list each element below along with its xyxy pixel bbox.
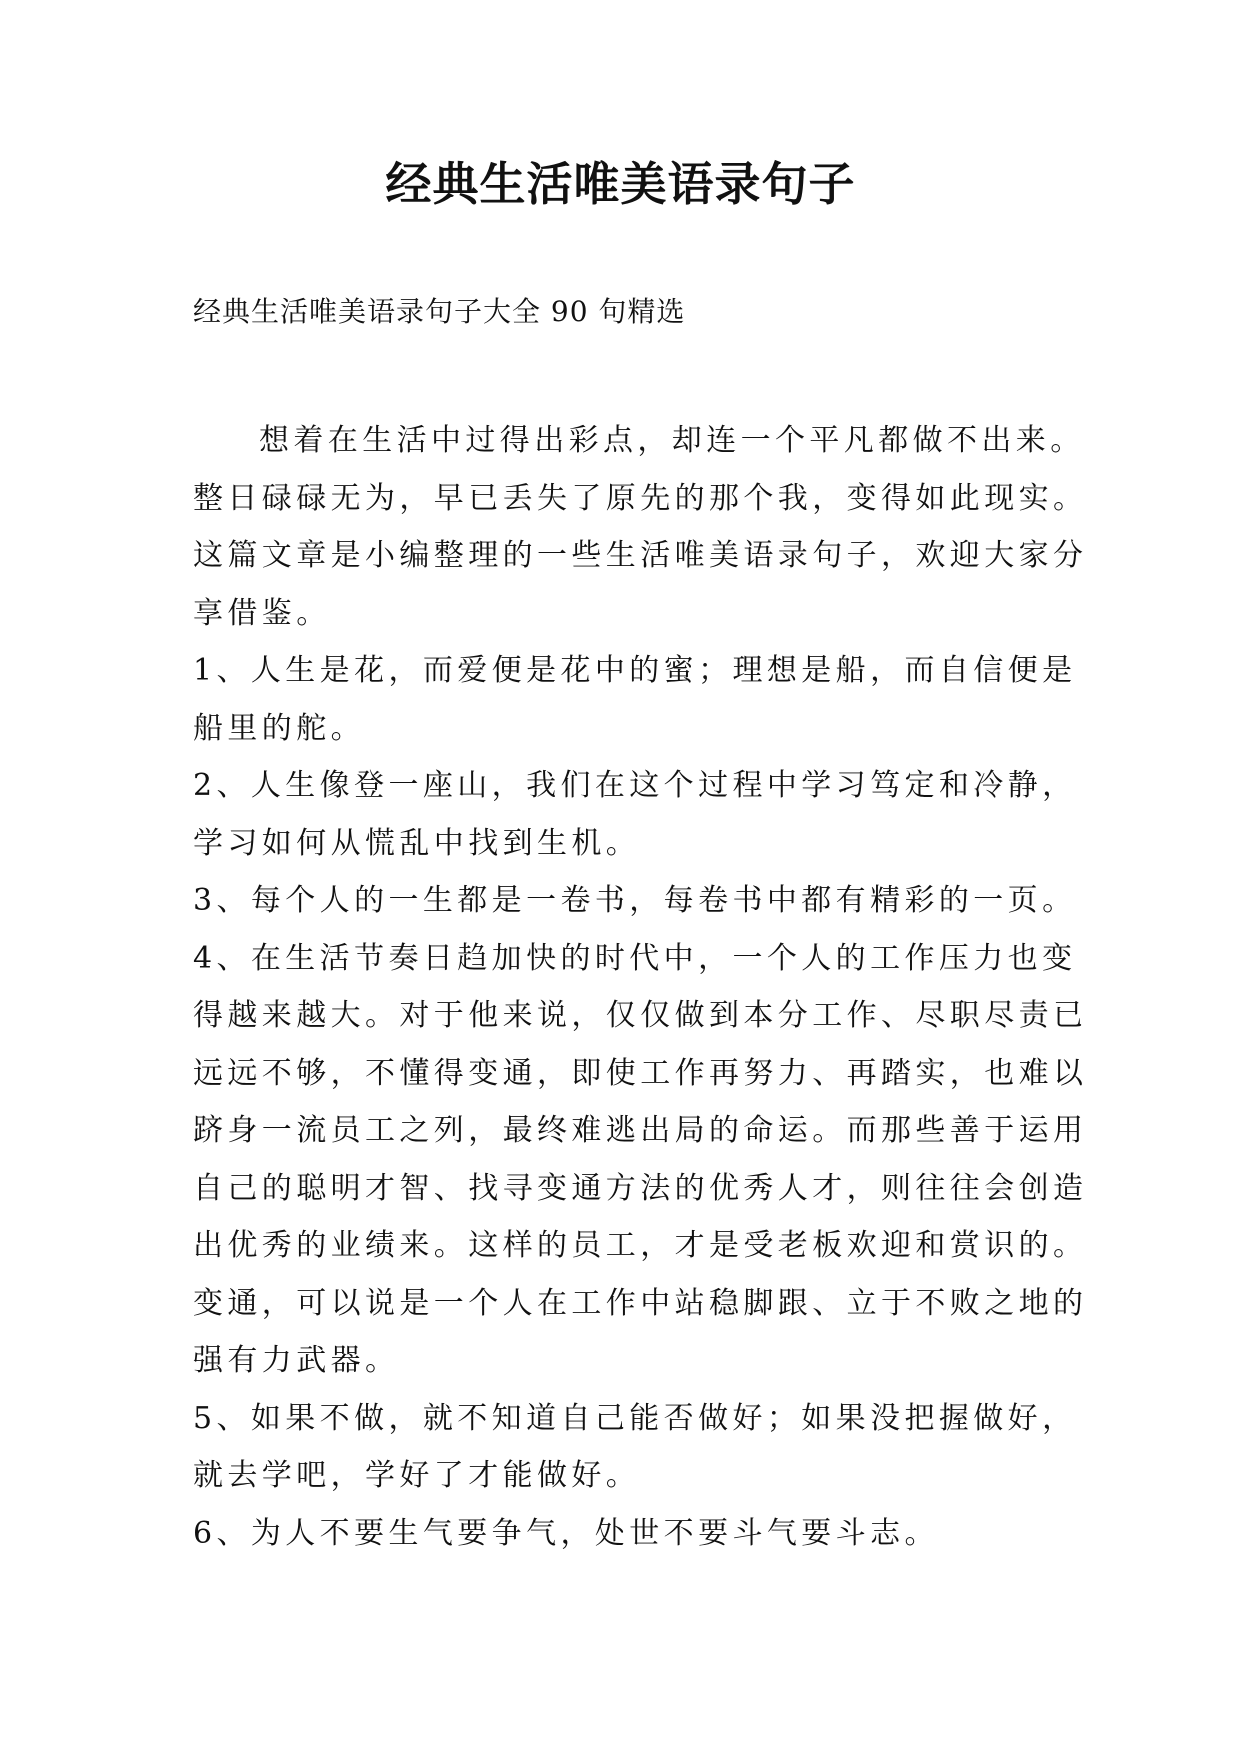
text-line: 5、如果不做，就不知道自己能否做好；如果没把握做好，	[193, 1400, 1077, 1436]
text-line: 得越来越大。对于他来说，仅仅做到本分工作、尽职尽责已	[193, 998, 1088, 1033]
text-line: 1、人生是花，而爱便是花中的蜜；理想是船，而自信便是	[193, 653, 1077, 688]
document-title: 经典生活唯美语录句子	[385, 157, 856, 211]
text-line: 船里的舵。	[193, 710, 365, 746]
document-subtitle: 经典生活唯美语录句子大全 90 句精选	[193, 295, 686, 328]
text-line: 强有力武器。	[193, 1343, 400, 1378]
text-line: 跻身一流员工之列，最终难逃出局的命运。而那些善于运用	[193, 1113, 1088, 1148]
text-line: 4、在生活节奏日趋加快的时代中，一个人的工作压力也变	[193, 940, 1077, 976]
text-line: 想着在生活中过得出彩点，却连一个平凡都做不出来。	[259, 423, 1085, 458]
text-line: 3、每个人的一生都是一卷书，每卷书中都有精彩的一页。	[193, 883, 1077, 918]
text-line: 远远不够，不懂得变通，即使工作再努力、再踏实，也难以	[193, 1055, 1088, 1091]
text-line: 这篇文章是小编整理的一些生活唯美语录句子，欢迎大家分	[193, 538, 1088, 573]
text-line: 自己的聪明才智、找寻变通方法的优秀人才，则往往会创造	[193, 1170, 1088, 1206]
document-body	[193, 412, 1193, 1562]
text-line: 2、人生像登一座山，我们在这个过程中学习笃定和冷静，	[193, 768, 1077, 803]
text-line: 出优秀的业绩来。这样的员工，才是受老板欢迎和赏识的。	[193, 1228, 1088, 1263]
text-line: 享借鉴。	[193, 595, 331, 631]
text-line: 学习如何从慌乱中找到生机。	[193, 825, 641, 861]
text-line: 变通，可以说是一个人在工作中站稳脚跟、立于不败之地的	[193, 1285, 1088, 1321]
text-line: 6、为人不要生气要争气，处世不要斗气要斗志。	[193, 1515, 939, 1551]
text-line: 就去学吧，学好了才能做好。	[193, 1458, 641, 1493]
text-line: 整日碌碌无为，早已丢失了原先的那个我，变得如此现实。	[193, 480, 1088, 516]
